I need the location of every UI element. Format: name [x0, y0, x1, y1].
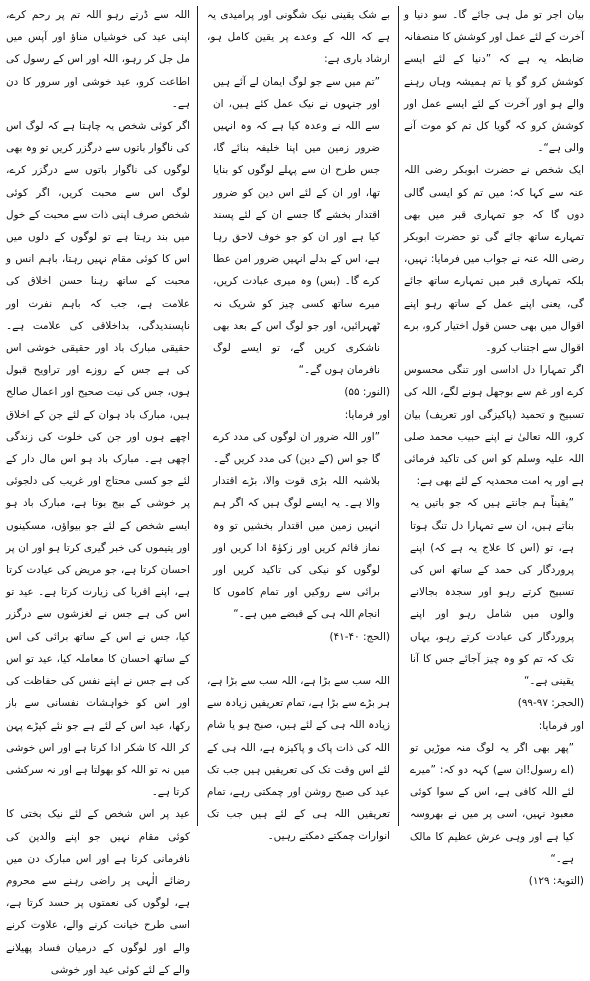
column-divider-right — [398, 6, 399, 826]
paragraph-takbir: اللہ سب سے بڑا ہے، اللہ سب سے بڑا ہے، ہر بڑے سے بڑا ہے، تمام تعریفیں زیادہ سے زیادہ اللہ ہی کے لئے ہیں، صبح ہو یا شام اللہ کی ذات پاک و پاکیزہ ہے، اللہ ہی کے لئے اس وقت تک کی تعریفیں ہیں جب تک عید کی صبح روشن اور چمکتی رہے، تمام تعریفیں اللہ ہی کے لئے ہیں جب تک انوارات چمکتے دمکتے رہیں۔ — [207, 674, 390, 843]
quote-al-hajj: ”اور اللہ ضرور ان لوگوں کی مدد کرے گا جو اس (کے دین) کی مدد کریں گے۔ بلاشبہ اللہ بڑی قوت والا، بڑے اقتدار والا ہے۔ یہ ایسے لوگ ہیں کہ اگر ہم انہیں زمین میں اقتدار بخشیں تو وہ نماز قائم کریں اور زکوٰۃ ادا کریں اور لوگوں کو نیکی کی تاکید کریں اور برائی سے روکیں اور تمام کاموں کا انجام اللہ ہی کے قبضے میں ہے۔“ — [213, 430, 380, 621]
quote-al-hijr: ”یقیناً ہم جانتے ہیں کہ جو باتیں یہ بناتے ہیں، ان سے تمہارا دل تنگ ہوتا ہے، تو (اس کا علاج یہ ہے کہ) اپنے پروردگار کی حمد کے ساتھ اس کی تسبیح کرتے رہو اور سجدہ بجالانے والوں میں شامل رہو اور اپنے پروردگار کی عبادت کرتے رہو، یہاں تک کہ تم کو وہ چیز آجائے جس کا آنا یقینی ہے۔“ — [410, 497, 574, 688]
paragraph-no-place-on-eid: عید پر اس شخص کے لئے نیک بختی کا کوئی مقام نہیں جو اپنے والدین کی نافرمانی کرتا ہے اور اس مبارک دن میں رضائے الٰہی پر راضی رہنے سے محروم ہے، لوگوں کی نعمتوں پر حسد کرتا ہے، اسی طرح خیانت کرنے والے، علاوت کرنے والے اور لوگوں کے درمیان فساد پھیلانے والے کے لئے کوئی عید اور خوشی — [6, 808, 190, 976]
paragraph-good-omen: بے شک یقینی نیک شگونی اور پرامیدی یہ ہے کہ اللہ کے وعدے پر یقین کامل ہو، ارشاد باری ہے: — [207, 9, 390, 66]
reference-al-hajj: (الحج: ۴۰-۴۱) — [329, 630, 390, 643]
paragraph-effort-world-hereafter: بیان اجر تو مل ہی جائے گا۔ سو دنیا و آخرت کے لئے عمل اور کوشش کا منصفانہ ضابطہ یہ ہے کہ ”دنیا کے لئے ایسے کوشش کرو گو یا تم ہمیشہ وہاں رہنے والے ہو اور آخرت کے لئے ایسے عمل اور کوشش کرو کہ گویا کل تم کو موت آنے والی ہے“۔ — [404, 9, 584, 155]
paragraph-sad-heart: اگر تمہارا دل اداسی اور تنگی محسوس کرے اور غم سے بوجھل ہونے لگے، اللہ کی تسبیح و تحمید (پاکیزگی اور تعریف) بیان کرو، اللہ تعالیٰ نے اپنے حبیب محمد صلی اللہ علیہ وسلم کو اس کی تاکید فرمائی ہے اور یہ امت محمدیہ کے لئے بھی ہے: — [404, 364, 584, 488]
paragraph-and-he-said-2: اور فرمایا: — [344, 408, 390, 421]
quote-an-nur: ”تم میں سے جو لوگ ایمان لے آئے ہیں اور جنہوں نے نیک عمل کئے ہیں، ان سے اللہ نے وعدہ کیا ہے کہ وہ انہیں ضرور زمین میں اپنا خلیفہ بنائے گا، جس طرح ان سے پہلے لوگوں کو بنایا تھا، اور ان کے لئے اس دین کو ضرور اقتدار بخشے گا جسے ان کے لئے پسند کیا ہے اور ان کو جو خوف لاحق رہا ہے، اس کے بدلے انہیں ضرور امن عطا کرے گا۔ (بس) وہ میری عبادت کریں، میرے ساتھ کسی چیز کو شریک نہ ٹھہرائیں، اور جو لوگ اس کے بعد بھی ناشکری کریں گے، تو ایسے لوگ نافرمان ہوں گے۔“ — [213, 75, 380, 377]
column-right — [404, 4, 584, 887]
paragraph-abu-bakr-insult: ایک شخص نے حضرت ابوبکر رضی اللہ عنہ سے کہا کہ: میں تم کو ایسی گالی دوں گا کہ جو تمہاری قبر میں بھی تمہارے ساتھ جائے گی تو حضرت ابوبکر رضی اللہ عنہ نے جواب میں فرمایا: نہیں، بلکہ تمہاری قبر میں تمہارے ساتھ جائے گی، یعنی اپنے عمل کے ساتھ رہو اپنے اقوال میں بھی حسن قول اختیار کرو، برے اقوال سے اجتناب کرو۔ — [404, 164, 584, 355]
paragraph-forgiveness-and-congratulations: اگر کوئی شخص یہ چاہتا ہے کہ لوگ اس کی ناگوار باتوں سے درگزر کریں تو وہ بھی لوگوں کی ناگوار باتوں سے درگزر کرے، لوگ اس سے محبت کریں، اگر کوئی شخص صرف اپنی ذات سے محبت کے خول میں بند رہتا ہے تو لوگوں کے دلوں میں اس کا کوئی مقام نہیں رہتا، باہم انس و محبت کے ساتھ رہنا حسن اخلاق کی علامت ہے، جب کہ باہم نفرت اور ناپسندیدگی، بداخلاقی کی علامت ہے۔ حقیقی مبارک باد اور حقیقی خوشی اس کی ہے جس کے روزے اور تراویح قبول ہوں، جس کی نیت صحیح اور اعمال صالح ہیں، مبارک باد ہوان کے لئے جن کے اخلاق اچھے ہوں اور جن کی خلوت کی زندگی اچھی ہے۔ مبارک باد ہو اس مال دار کے لئے جو کسی محتاج اور غریب کی دلجوئی پر خوشی کے بیج بوتا ہے، مبارک باد ہو ایسے شخص کے لئے جو بیواؤں، مسکینوں اور یتیموں کی خبر گیری کرتا ہو اور ان پر احسان کرتا ہے، جو مریض کی عیادت کرتا ہے، اپنے اقربا کی زیارت کرتا ہے۔ عید تو اس کی ہے جس نے لغزشوں سے درگزر کیا، جس نے اس کے ساتھ برائی کی اس کے ساتھ احسان کا معاملہ کیا، عید تو اس کی ہے جس نے اپنے نفس کی حفاظت کی اور اس کو خواہشات نفسانی سے باز رکھا، عید اس کے لئے ہے جو نئے کپڑے پہن کر اللہ کا شکر ادا کرتا ہے اور اس خوشی میں نہ تو اللہ کو بھولتا ہے اور نہ سرکشی کرتا ہے۔ — [6, 120, 190, 799]
column-left — [6, 4, 190, 976]
spacer — [207, 648, 390, 670]
reference-al-hijr: (الحجر: ۹۷-۹۹) — [517, 697, 584, 710]
column-middle — [207, 4, 390, 843]
column-divider-left — [197, 6, 198, 826]
paragraph-eid-joy: اللہ سے ڈرتے رہو اللہ تم پر رحم کرے، اپنی عید کی خوشیاں مناؤ اور آپس میں مل جل کر رہو، اللہ اور اس کے رسول کی اطاعت کرو، عید خوشی اور سرور کا دن ہے۔ — [6, 9, 190, 110]
paragraph-and-he-said: اور فرمایا: — [538, 719, 584, 732]
reference-an-nur: (النور: ۵۵) — [344, 386, 390, 399]
quote-at-tawbah: ”پھر بھی اگر یہ لوگ منہ موڑیں تو (اے رسول!ان سے) کہہ دو کہ: ”میرے لئے اللہ کافی ہے، اس کے سوا کوئی معبود نہیں، اسی پر میں نے بھروسہ کیا ہے اور وہی عرش عظیم کا مالک ہے۔“ — [410, 741, 574, 865]
reference-at-tawbah: (التوبۃ: ۱۲۹) — [528, 874, 584, 887]
